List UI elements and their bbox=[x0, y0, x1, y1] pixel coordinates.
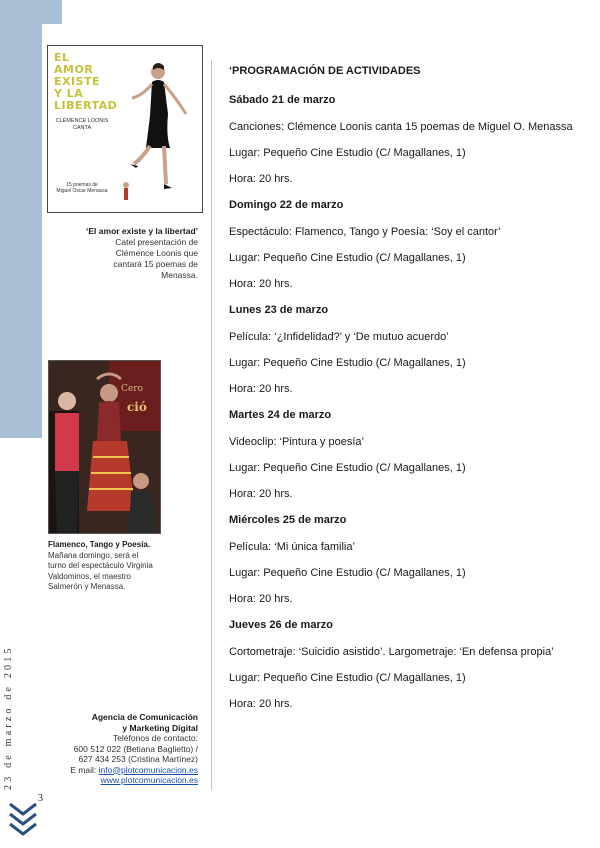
program-day bbox=[229, 93, 589, 186]
album-cover-image bbox=[47, 45, 203, 213]
flamenco-photo bbox=[48, 360, 161, 534]
day-activity: Canciones: Clémence Loonis canta 15 poemas de Miguel O. Menassa bbox=[229, 121, 573, 133]
program-day bbox=[229, 303, 589, 396]
cover-caption-title: ‘El amor existe y la libertad’ bbox=[86, 226, 198, 236]
flamenco-caption-line: Mañana domingo, será el bbox=[48, 550, 139, 560]
decorative-blue-band-top bbox=[42, 0, 62, 24]
day-activity: Película: ‘¿Infidelidad?’ y ‘De mutuo acuerdo’ bbox=[229, 331, 449, 343]
day-time: Hora: 20 hrs. bbox=[229, 488, 293, 500]
day-title: Jueves 26 de marzo bbox=[229, 619, 333, 631]
day-place: Lugar: Pequeño Cine Estudio (C/ Magallanes, 1) bbox=[229, 672, 466, 684]
day-title: Lunes 23 de marzo bbox=[229, 304, 329, 316]
day-time: Hora: 20 hrs. bbox=[229, 593, 293, 605]
cover-subtitle bbox=[54, 118, 110, 131]
program-heading: ‘PROGRAMACIÓN DE ACTIVIDADES bbox=[229, 65, 421, 77]
flamenco-photo-illustration bbox=[49, 361, 160, 533]
day-time: Hora: 20 hrs. bbox=[229, 698, 293, 710]
flamenco-caption bbox=[48, 540, 168, 593]
cover-caption-line: Clémence Loonis que bbox=[115, 248, 198, 258]
day-title: Miércoles 25 de marzo bbox=[229, 514, 347, 526]
day-time: Hora: 20 hrs. bbox=[229, 173, 293, 185]
photo-bg-text2: ció bbox=[127, 400, 147, 414]
cover-title-line: LIBERTAD bbox=[54, 99, 118, 112]
program-day bbox=[229, 408, 589, 501]
cover-caption bbox=[50, 226, 198, 281]
contact-block bbox=[48, 712, 198, 786]
day-title: Sábado 21 de marzo bbox=[229, 94, 336, 106]
chevron-down-icon bbox=[8, 800, 38, 838]
cover-subtitle-line: CLÉMENCE LOONIS bbox=[55, 118, 109, 124]
day-place: Lugar: Pequeño Cine Estudio (C/ Magallanes, 1) bbox=[229, 252, 466, 264]
flamenco-caption-line: turno del espectáculo Virginia bbox=[48, 561, 153, 570]
singer-figure-illustration bbox=[106, 46, 202, 212]
cover-title-line: EXISTE bbox=[54, 75, 101, 88]
cover-small-line: 15 poemas de bbox=[66, 182, 98, 188]
agency-name-line: Agencia de Comunicación bbox=[91, 712, 198, 722]
cover-small-text bbox=[54, 182, 110, 194]
day-place: Lugar: Pequeño Cine Estudio (C/ Magallanes, 1) bbox=[229, 462, 466, 474]
flamenco-caption-line: Salmerón y Menassa. bbox=[48, 582, 126, 591]
flamenco-caption-title: Flamenco, Tango y Poesía. bbox=[48, 540, 151, 549]
page-number: 3 bbox=[38, 793, 43, 804]
program-day bbox=[229, 513, 589, 606]
photo-bg-text: Cero bbox=[121, 384, 143, 394]
email-label: E mail: bbox=[70, 764, 99, 775]
day-title: Martes 24 de marzo bbox=[229, 409, 332, 421]
day-activity: Cortometraje: ‘Suicidio asistido’. Largometraje: ‘En defensa propia’ bbox=[229, 646, 554, 658]
day-activity: Videoclip: ‘Pintura y poesía’ bbox=[229, 436, 364, 448]
day-place: Lugar: Pequeño Cine Estudio (C/ Magallanes, 1) bbox=[229, 567, 466, 579]
program-content bbox=[229, 64, 589, 723]
agency-name-line: y Marketing Digital bbox=[122, 722, 198, 733]
email-link[interactable]: info@plotcomunicacion.es bbox=[98, 764, 198, 775]
cover-title-line: EL bbox=[54, 51, 70, 64]
phones-label: Teléfonos de contacto: bbox=[112, 733, 198, 743]
cover-small-line: Miguel Oscar Menassa bbox=[56, 188, 108, 194]
day-time: Hora: 20 hrs. bbox=[229, 278, 293, 290]
cover-subtitle-line: CANTA bbox=[72, 124, 92, 131]
cover-title-line: Y LA bbox=[54, 87, 84, 100]
cover-caption-line: Menassa. bbox=[161, 270, 198, 280]
day-time: Hora: 20 hrs. bbox=[229, 383, 293, 395]
cover-caption-line: Catel presentación de bbox=[115, 237, 198, 247]
vertical-date: 23 de marzo de 2015 bbox=[3, 645, 14, 790]
day-place: Lugar: Pequeño Cine Estudio (C/ Magallanes, 1) bbox=[229, 147, 466, 159]
phone-1: 600 512 022 (Betiana Baglietto) / bbox=[73, 743, 198, 754]
cover-caption-line: cantará 15 poemas de bbox=[113, 259, 198, 269]
program-day bbox=[229, 198, 589, 291]
day-activity: Película: ‘Mi única familia’ bbox=[229, 541, 355, 553]
day-place: Lugar: Pequeño Cine Estudio (C/ Magallanes, 1) bbox=[229, 357, 466, 369]
day-activity: Espectáculo: Flamenco, Tango y Poesía: ‘Soy el cantor’ bbox=[229, 226, 501, 238]
day-title: Domingo 22 de marzo bbox=[229, 199, 344, 211]
website-link[interactable]: www.plotcomunicacion.es bbox=[100, 775, 198, 785]
phone-2: 627 434 253 (Cristina Martínez) bbox=[78, 754, 198, 764]
email-line bbox=[48, 765, 198, 776]
flamenco-caption-line: Valdominos, el maestro bbox=[48, 571, 131, 581]
decorative-blue-band bbox=[0, 0, 42, 438]
cover-title-line: AMOR bbox=[54, 63, 94, 76]
column-divider bbox=[211, 60, 212, 790]
program-day bbox=[229, 618, 589, 711]
